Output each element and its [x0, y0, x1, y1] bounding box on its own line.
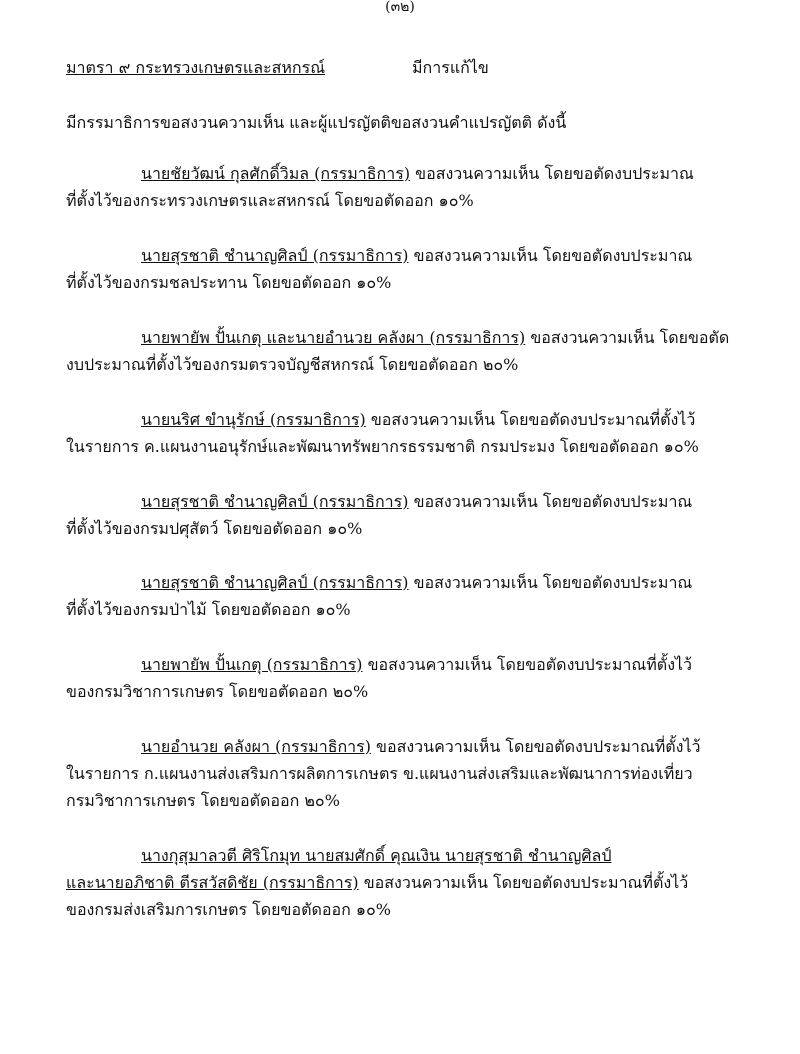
entry-line: ของกรมส่งเสริมการเกษตร โดยขอตัดออก ๑๐% [66, 900, 391, 919]
entry-first-line [66, 651, 756, 678]
entry-first-line [66, 160, 756, 187]
member-name: นายสุรชาติ ชำนาญศิลป์ (กรรมาธิการ) [141, 492, 409, 511]
member-name: นายนริศ ขำนุรักษ์ (กรรมาธิการ) [141, 410, 366, 429]
entry-line: ที่ตั้งไว้ของกรมป่าไม้ โดยขอตัดออก ๑๐% [66, 600, 351, 619]
section-heading [66, 56, 766, 81]
entry-first-line [66, 569, 756, 596]
entry-text: ขอสงวนความเห็น โดยขอตัด [525, 328, 730, 347]
entry-first-line [66, 733, 756, 760]
entry-text: ขอสงวนความเห็น โดยขอตัดงบประมาณที่ตั้งไว้ [358, 873, 689, 892]
member-name: นายสุรชาติ ชำนาญศิลป์ (กรรมาธิการ) [141, 246, 409, 265]
amendment-status: มีการแก้ไข [412, 58, 489, 77]
member-name: นางกุสุมาลวตี ศิริโกมุท นายสมศักดิ์ คุณเงิน นายสุรชาติ ชำนาญศิลป์ [141, 846, 612, 865]
member-name: นายชัยวัฒน์ กุลศักดิ์วิมล (กรรมาธิการ) [141, 164, 411, 183]
reservation-entry [66, 160, 756, 214]
entry-line: งบประมาณที่ตั้งไว้ของกรมตรวจบัญชีสหกรณ์ โดยขอตัดออก ๒๐% [66, 355, 519, 374]
entry-first-line [66, 406, 756, 433]
entry-line: ที่ตั้งไว้ของกระทรวงเกษตรและสหกรณ์ โดยขอตัดออก ๑๐% [66, 191, 474, 210]
entry-first-line [66, 488, 756, 515]
entry-line: ในรายการ ค.แผนงานอนุรักษ์และพัฒนาทรัพยากรธรรมชาติ กรมประมง โดยขอตัดออก ๑๐% [66, 437, 699, 456]
entry-text: ขอสงวนความเห็น โดยขอตัดงบประมาณ [408, 573, 693, 592]
entry-first-line [66, 324, 756, 351]
entry-text: ขอสงวนความเห็น โดยขอตัดงบประมาณ [408, 246, 693, 265]
entry-line: ของกรมวิชาการเกษตร โดยขอตัดออก ๒๐% [66, 682, 369, 701]
reservation-entry [66, 842, 756, 923]
entry-text: ขอสงวนความเห็น โดยขอตัดงบประมาณ [410, 164, 694, 183]
reservation-entry [66, 406, 756, 460]
entry-second-line [66, 869, 756, 896]
reservation-entry [66, 733, 756, 814]
member-name: นายอำนวย คลังผา (กรรมาธิการ) [141, 737, 371, 756]
section-title: มาตรา ๙ กระทรวงเกษตรและสหกรณ์ [66, 58, 326, 77]
member-name-continued: และนายอภิชาติ ตีรสวัสดิชัย (กรรมาธิการ) [66, 873, 359, 892]
page-number: (๓๒) [385, 0, 415, 15]
entry-line: กรมวิชาการเกษตร โดยขอตัดออก ๒๐% [66, 791, 340, 810]
entry-first-line [66, 242, 756, 269]
entry-text: ขอสงวนความเห็น โดยขอตัดงบประมาณที่ตั้งไว้ [365, 410, 696, 429]
reservation-entry [66, 651, 756, 705]
entry-line: ในรายการ ก.แผนงานส่งเสริมการผลิตการเกษตร ข.แผนงานส่งเสริมและพัฒนาการท่องเที่ยว [66, 764, 693, 783]
entry-text: ขอสงวนความเห็น โดยขอตัดงบประมาณที่ตั้งไว้ [362, 655, 693, 674]
entry-first-line [66, 842, 756, 869]
entry-text: ขอสงวนความเห็น โดยขอตัดงบประมาณที่ตั้งไว้ [370, 737, 701, 756]
reservation-entry [66, 324, 756, 378]
member-name: นายพายัพ ปั้นเกตุ (กรรมาธิการ) [141, 655, 363, 674]
entry-text: ขอสงวนความเห็น โดยขอตัดงบประมาณ [408, 492, 693, 511]
member-name: นายพายัพ ปั้นเกตุ และนายอำนวย คลังผา (กรรมาธิการ) [141, 328, 526, 347]
entry-line: ที่ตั้งไว้ของกรมชลประทาน โดยขอตัดออก ๑๐% [66, 273, 392, 292]
member-name: นายสุรชาติ ชำนาญศิลป์ (กรรมาธิการ) [141, 573, 409, 592]
reservation-entry [66, 488, 756, 542]
reservation-entry [66, 569, 756, 623]
intro-paragraph: มีกรรมาธิการขอสงวนความเห็น และผู้แปรญัตติขอสงวนคำแปรญัตติ ดังนี้ [66, 113, 567, 132]
entry-line: ที่ตั้งไว้ของกรมปศุสัตว์ โดยขอตัดออก ๑๐% [66, 519, 363, 538]
reservation-entry [66, 242, 756, 296]
